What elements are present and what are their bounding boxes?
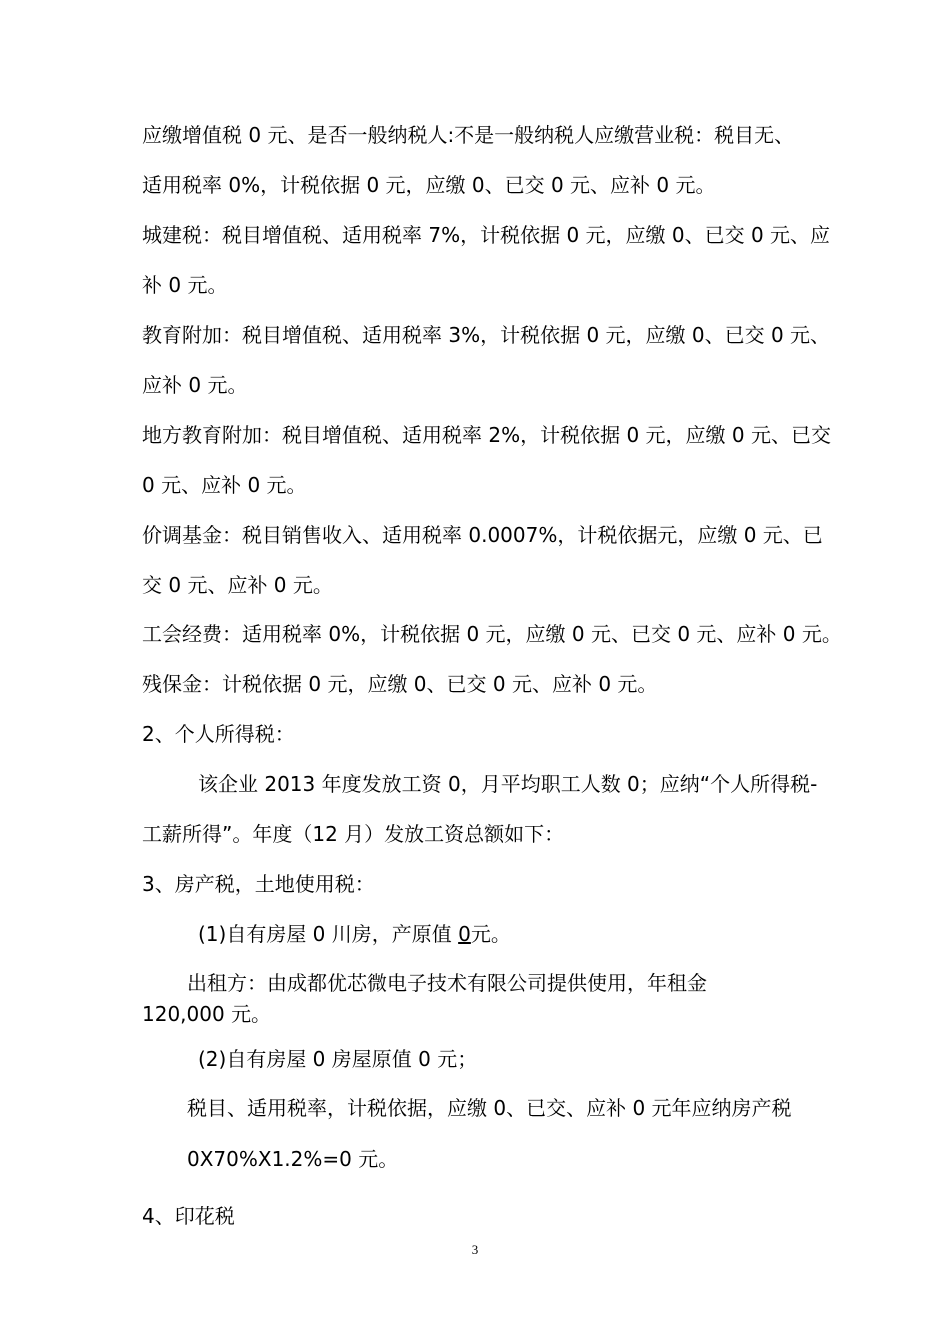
page-number: 3 [471, 1242, 479, 1257]
text-line: 价调基金：税目销售收入、适用税率 0.0007%，计税依据元，应缴 0 元、已 [142, 523, 823, 547]
text-line: 适用税率 0%，计税依据 0 元，应缴 0、已交 0 元、应补 0 元。 [142, 173, 716, 197]
text-line: 出租方：由成都优芯微电子技术有限公司提供使用，年租金 [187, 971, 707, 995]
text-line: 工薪所得”。年度（12 月）发放工资总额如下： [142, 822, 565, 846]
text-line: 该企业 2013 年度发放工资 0，月平均职工人数 0；应纳“个人所得税- [198, 772, 818, 796]
text-line: 0X70%X1.2%=0 元。 [187, 1147, 399, 1171]
text-line: 地方教育附加：税目增值税、适用税率 2%，计税依据 0 元，应缴 0 元、已交 [142, 423, 831, 447]
text-line: 应缴增值税 0 元、是否一般纳税人:不是一般纳税人应缴营业税：税目无、 [142, 123, 795, 147]
text-line: 交 0 元、应补 0 元。 [142, 573, 333, 597]
text-line: 教育附加：税目增值税、适用税率 3%，计税依据 0 元，应缴 0、已交 0 元、 [142, 323, 831, 347]
property-line-suffix: 元。 [470, 922, 511, 946]
text-line: 税目、适用税率，计税依据，应缴 0、已交、应补 0 元年应纳房产税 [187, 1096, 792, 1120]
section-heading: 2、个人所得税： [142, 722, 295, 746]
text-line: 工会经费：适用税率 0%，计税依据 0 元，应缴 0 元、已交 0 元、应补 0 元。 [142, 622, 842, 646]
text-line: 补 0 元。 [142, 273, 228, 297]
text-line: 0 元、应补 0 元。 [142, 473, 307, 497]
section-heading: 4、印花税 [142, 1204, 235, 1228]
property-value: 0 [458, 922, 471, 946]
section-heading: 3、房产税，土地使用税： [142, 872, 375, 896]
text-line: 残保金：计税依据 0 元，应缴 0、已交 0 元、应补 0 元。 [142, 672, 658, 696]
text-line: 120,000 元。 [142, 1002, 272, 1026]
property-line [198, 921, 511, 947]
text-line: 城建税：税目增值税、适用税率 7%，计税依据 0 元，应缴 0、已交 0 元、应 [142, 223, 831, 247]
text-line: (2)自有房屋 0 房屋原值 0 元； [198, 1047, 478, 1071]
text-line: 应补 0 元。 [142, 373, 248, 397]
property-line-prefix: (1)自有房屋 0 川房，产原值 [198, 922, 459, 946]
